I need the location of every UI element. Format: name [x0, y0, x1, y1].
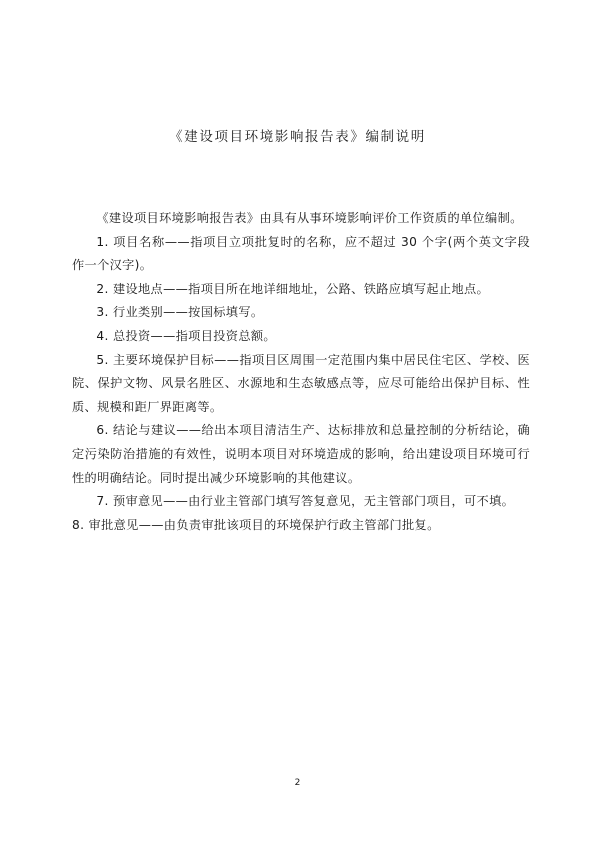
page-number: 2: [294, 778, 301, 788]
item-conclusions: 6. 结论与建议——给出本项目清洁生产、达标排放和总量控制的分析结论，确定污染防治措施的有效性，说明本项目对环境造成的影响，给出建设项目环境可行性的明确结论。同时提出减少环境影响的其他建议。: [72, 423, 530, 485]
item-industry-category: 3. 行业类别——按国标填写。: [96, 305, 264, 320]
item-pre-review: 7. 预审意见——由行业主管部门填写答复意见，无主管部门项目，可不填。: [96, 494, 515, 509]
document-body: [72, 207, 530, 537]
item-approval: 8. 审批意见——由负责审批该项目的环境保护行政主管部门批复。: [72, 517, 440, 532]
item-project-name: 1. 项目名称——指项目立项批复时的名称，应不超过 30 个字(两个英文字段作一个汉字)。: [72, 234, 530, 273]
item-construction-site: 2. 建设地点——指项目所在地详细地址，公路、铁路应填写起止地点。: [96, 281, 490, 296]
intro-paragraph: 《建设项目环境影响报告表》由具有从事环境影响评价工作资质的单位编制。: [96, 211, 523, 225]
document-title: 《建设项目环境影响报告表》编制说明: [169, 129, 426, 145]
item-protection-targets: 5. 主要环境保护目标——指项目区周围一定范围内集中居民住宅区、学校、医院、保护文物、风景名胜区、水源地和生态敏感点等，应尽可能给出保护目标、性质、规模和距厂界距离等。: [72, 352, 530, 414]
item-total-investment: 4. 总投资——指项目投资总额。: [96, 328, 276, 343]
